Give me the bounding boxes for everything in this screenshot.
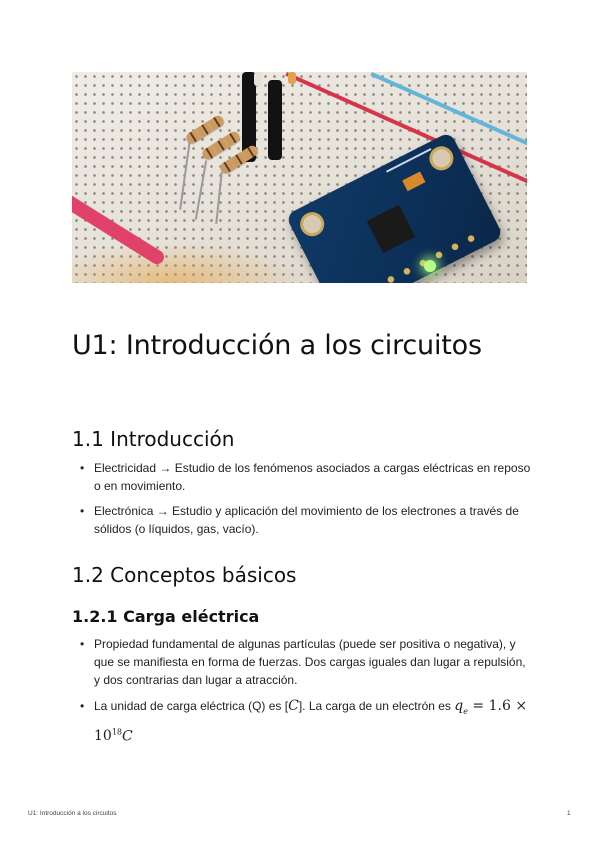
list-item bbox=[72, 696, 532, 747]
charge-variable: q bbox=[454, 698, 464, 714]
bullet-icon: • bbox=[80, 461, 85, 475]
unit-symbol: C bbox=[288, 698, 299, 714]
list-item-text: Propiedad fundamental de algunas partículas (puede ser positiva o negativa), y que se manifiesta en forma de fuerzas. Dos cargas iguales dan lugar a repulsión, y dos contrarias dan lugar a atracción. bbox=[94, 637, 526, 687]
footer-page-number: 1 bbox=[567, 810, 571, 817]
footer-document-title: U1: Introducción a los circuitos bbox=[28, 810, 117, 817]
section-heading-conceptos-basicos: 1.2 Conceptos básicos bbox=[72, 563, 297, 587]
blurred-wires bbox=[72, 242, 302, 283]
jumper-post bbox=[268, 80, 282, 160]
bullet-icon: • bbox=[80, 504, 85, 518]
subsection-heading-carga-electrica: 1.2.1 Carga eléctrica bbox=[72, 607, 260, 626]
introduccion-bullet-list bbox=[72, 459, 532, 545]
list-item bbox=[72, 502, 532, 538]
jumper-wire-orange bbox=[288, 72, 296, 84]
hero-image bbox=[72, 72, 527, 283]
power-exponent: 18 bbox=[111, 727, 123, 737]
bullet-icon: • bbox=[80, 637, 85, 651]
equals-value: = 1.6 × bbox=[467, 698, 528, 714]
section-heading-introduccion: 1.1 Introducción bbox=[72, 427, 235, 451]
list-item-text: Electrónica → Estudio y aplicación del movimiento de los electrones a través de sólidos (o líquidos, gas, vacío). bbox=[94, 504, 519, 536]
status-led bbox=[424, 260, 436, 272]
list-item-text: Electricidad → Estudio de los fenómenos asociados a cargas eléctricas en reposo o en movimiento. bbox=[94, 461, 531, 493]
power-base: 10 bbox=[94, 728, 112, 745]
jumper-wire-white bbox=[254, 72, 262, 86]
bullet-icon: • bbox=[80, 699, 85, 713]
charge-unit-text: La unidad de carga eléctrica (Q) es [ bbox=[94, 699, 289, 713]
list-item bbox=[72, 459, 532, 495]
capacitor bbox=[402, 171, 425, 191]
charge-subscript: e bbox=[463, 706, 468, 716]
document-title: U1: Introducción a los circuitos bbox=[72, 330, 482, 361]
list-item bbox=[72, 635, 532, 689]
power-of-ten bbox=[94, 728, 122, 744]
sensor-chip bbox=[367, 205, 415, 253]
electron-charge-symbol bbox=[454, 698, 468, 714]
coulomb-unit: C bbox=[122, 728, 133, 745]
electron-charge-text: ]. La carga de un electrón es bbox=[298, 699, 455, 713]
carga-electrica-bullet-list bbox=[72, 635, 532, 754]
mounting-hole bbox=[296, 208, 328, 240]
